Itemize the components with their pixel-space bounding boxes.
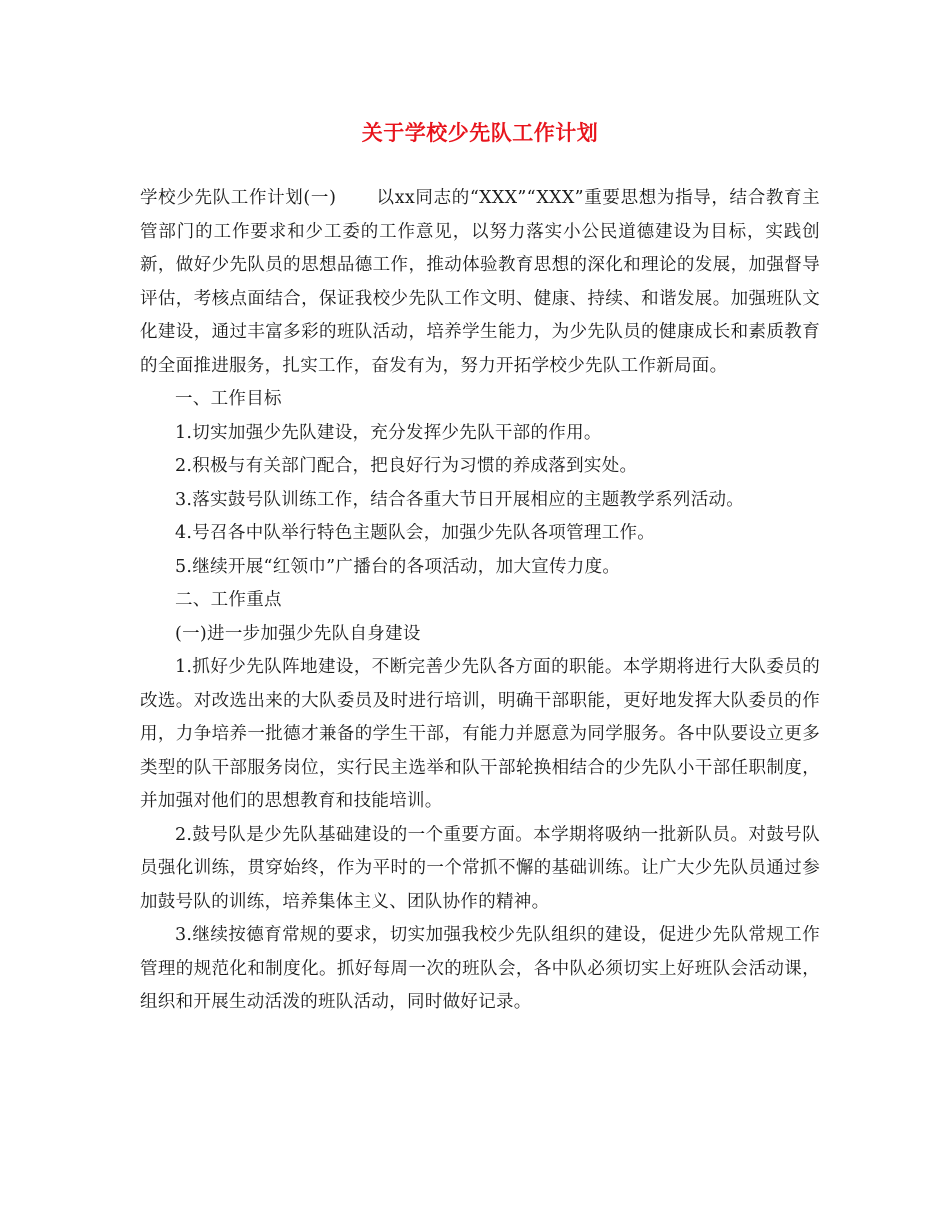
intro-text: 以xx同志的“XXX”“XXX”重要思想为指导，结合教育主管部门的工作要求和少工委的工作意见，以努力落实小公民道德建设为目标，实践创新，做好少先队员的思想品德工作，推动体验教育思想的深化和理论的发展，加强督导评估，考核点面结合，保证我校少先队工作文明、健康、持续、和谐发展。加强班队文化建设，通过丰富多彩的班队活动，培养学生能力，为少先队员的健康成长和素质教育的全面推进服务，扎实工作，奋发有为，努力开拓学校少先队工作新局面。 (140, 188, 820, 376)
focus-item-2: 2.鼓号队是少先队基础建设的一个重要方面。本学期将吸纳一批新队员。对鼓号队员强化训练，贯穿始终，作为平时的一个常抓不懈的基础训练。让广大少先队员通过参加鼓号队的训练，培养集体主义、团队协作的精神。 (140, 824, 820, 912)
document-page (140, 118, 820, 1020)
document-title: 关于学校少先队工作计划 (361, 120, 599, 145)
intro-heading: 学校少先队工作计划(一) (140, 188, 337, 208)
goal-item-4: 4.号召各中队举行特色主题队会，加强少先队各项管理工作。 (175, 523, 656, 543)
section-heading-focus: 二、工作重点 (175, 590, 282, 610)
subsection-heading-1: (一)进一步加强少先队自身建设 (175, 623, 421, 644)
goal-item-3: 3.落实鼓号队训练工作，结合各重大节日开展相应的主题教学系列活动。 (175, 489, 745, 510)
intro-paragraph (140, 182, 820, 383)
goal-item-2: 2.积极与有关部门配合，把良好行为习惯的养成落到实处。 (175, 456, 638, 476)
goal-item-1: 1.切实加强少先队建设，充分发挥少先队干部的作用。 (175, 422, 602, 443)
document-body (140, 182, 820, 1020)
focus-item-1: 1.抓好少先队阵地建设，不断完善少先队各方面的职能。本学期将进行大队委员的改选。对改选出来的大队委员及时进行培训，明确干部职能，更好地发挥大队委员的作用，力争培养一批德才兼备的学生干部，有能力并愿意为同学服务。各中队要设立更多类型的队干部服务岗位，实行民主选举和队干部轮换相结合的少先队小干部任职制度，并加强对他们的思想教育和技能培训。 (140, 657, 820, 811)
section-heading-goals: 一、工作目标 (175, 389, 282, 409)
focus-item-3: 3.继续按德育常规的要求，切实加强我校少先队组织的建设，促进少先队常规工作管理的规范化和制度化。抓好每周一次的班队会，各中队必须切实上好班队会活动课，组织和开展生动活泼的班队活动，同时做好记录。 (140, 925, 820, 1012)
goal-item-5: 5.继续开展“红领巾”广播台的各项活动，加大宣传力度。 (175, 556, 621, 577)
